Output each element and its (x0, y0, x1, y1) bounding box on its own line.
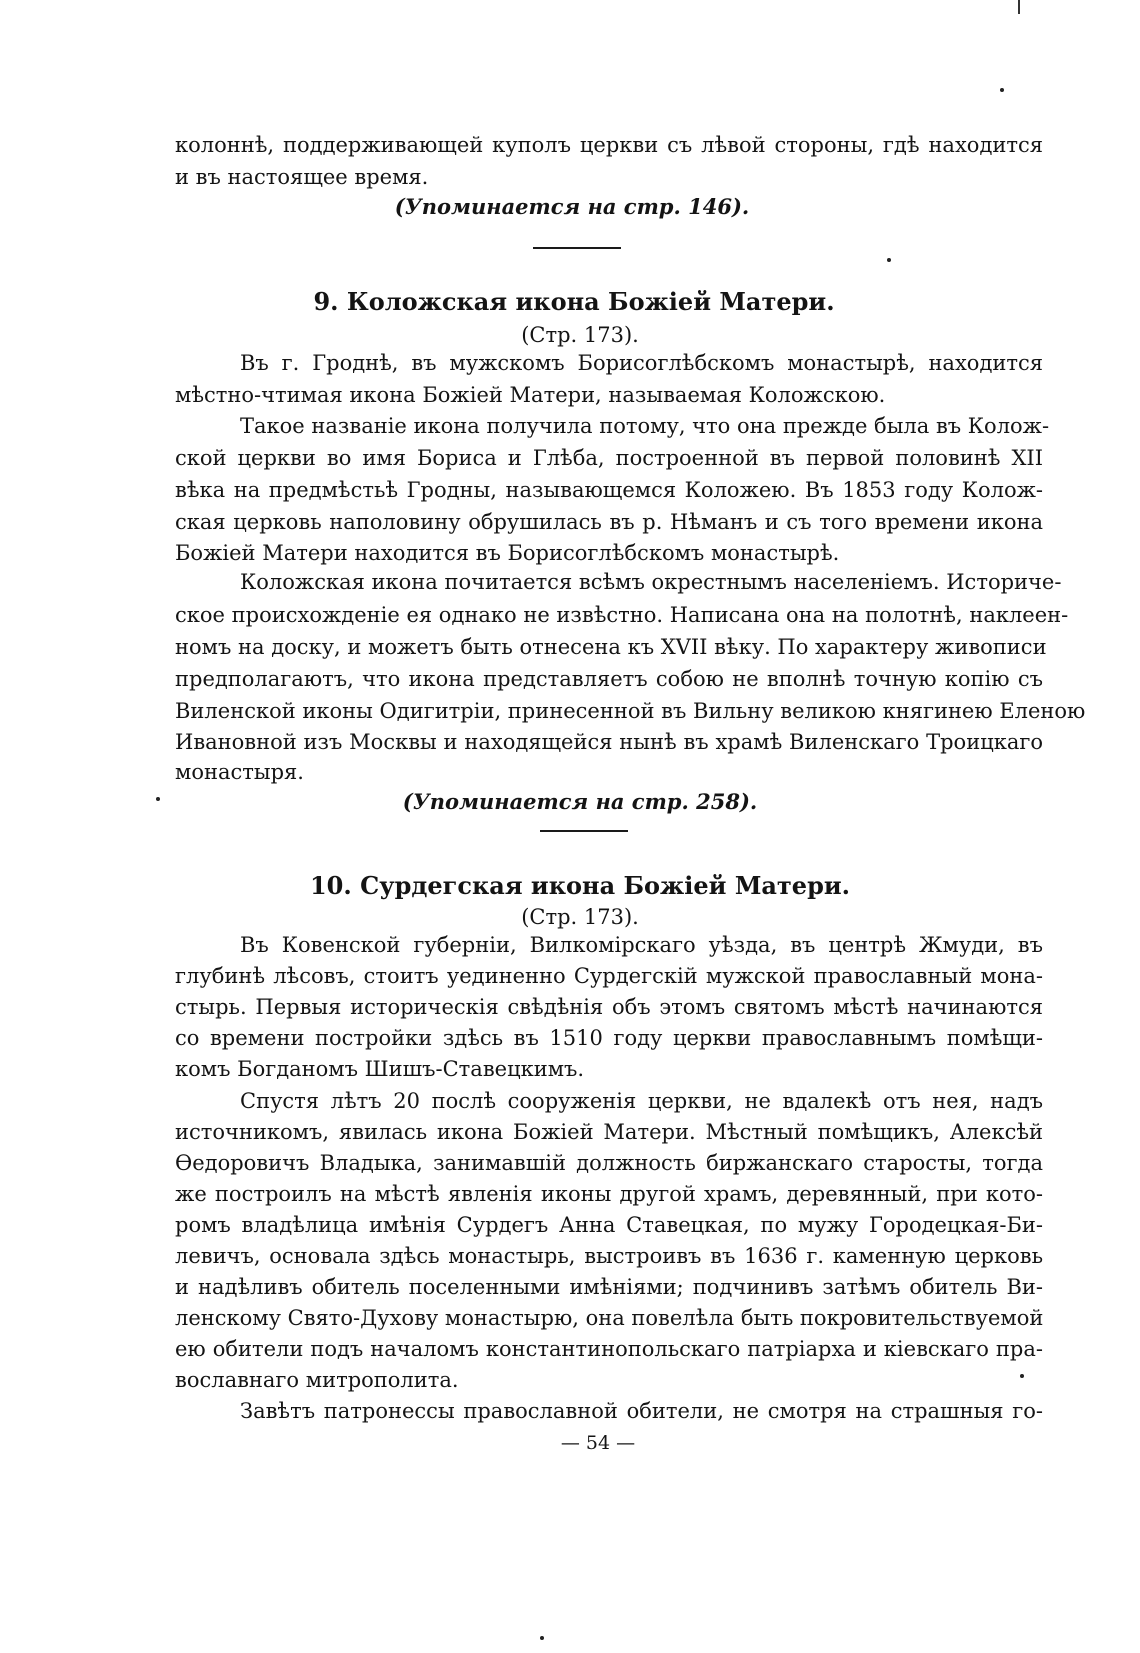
section-10-line: ленскому Свято-Духову монастырю, она повелѣла быть покровительствуемой (175, 1306, 1044, 1330)
section-9-page-ref: (Стр. 173). (521, 323, 639, 347)
section-9-line: Виленской иконы Одигитріи, принесенной въ Вильну великою княгинею Еленою (175, 699, 1086, 723)
section-9-line: вѣка на предмѣстьѣ Гродны, называющемся Коложею. Въ 1853 году Колож- (175, 478, 1043, 502)
mention-ref-1-text: (Упоминается на стр. 146). (394, 194, 750, 219)
top-line-1: колоннѣ, поддерживающей куполъ церкви съ лѣвой стороны, гдѣ находится (175, 133, 1043, 157)
section-divider-2 (540, 830, 628, 832)
section-10-line: Въ Ковенской губерніи, Вилкомірскаго уѣзда, въ центрѣ Жмуди, въ (240, 933, 1043, 957)
section-10-line: Спустя лѣтъ 20 послѣ сооруженія церкви, не вдалекѣ отъ нея, надъ (240, 1089, 1043, 1113)
mention-ref-1 (2, 192, 1140, 222)
section-10-title-text: Сурдегская икона Божіей Матери. (360, 871, 851, 900)
section-10-title (10, 869, 1140, 903)
section-9-line: ская церковь наполовину обрушилась въ р. Нѣманъ и съ того времени икона (175, 510, 1043, 534)
section-9-mention-text: (Упоминается на стр. 258). (402, 789, 758, 814)
section-9-line: Ивановной изъ Москвы и находящейся нынѣ въ храмѣ Виленскаго Троицкаго (175, 730, 1043, 754)
section-9-mention (10, 787, 1140, 817)
section-9-line: мѣстно-чтимая икона Божіей Матери, называемая Коложскою. (175, 383, 886, 407)
section-9-line: предполагаютъ, что икона представляетъ собою не вполнѣ точную копію съ (175, 667, 1043, 691)
section-10-page-ref: (Стр. 173). (521, 905, 639, 929)
section-9-number: 9. (313, 287, 339, 316)
section-10-number: 10. (309, 871, 352, 900)
section-9-title-text: Коложская икона Божіей Матери. (346, 287, 835, 316)
section-10-line: источникомъ, явилась икона Божіей Матери. Мѣстный помѣщикъ, Алексѣй (175, 1120, 1043, 1144)
section-10-line: глубинѣ лѣсовъ, стоитъ уединенно Сурдегскій мужской православный мона- (175, 964, 1043, 988)
scan-speck (887, 258, 891, 262)
section-9-line: Божіей Матери находится въ Борисоглѣбскомъ монастырѣ. (175, 541, 840, 565)
section-10-line: же построилъ на мѣстѣ явленія иконы другой храмъ, деревянный, при кото- (175, 1182, 1043, 1206)
section-10-line: стырь. Первыя историческія свѣдѣнія объ этомъ святомъ мѣстѣ начинаются (175, 995, 1043, 1019)
section-10-line: вославнаго митрополита. (175, 1368, 459, 1392)
section-10-line: и надѣливъ обитель поселенными имѣніями; подчинивъ затѣмъ обитель Ви- (175, 1275, 1043, 1299)
section-9-line: Въ г. Гроднѣ, въ мужскомъ Борисоглѣбскомъ монастырѣ, находится (240, 351, 1043, 375)
section-9-line: ское происхожденіе ея однако не извѣстно. Написана она на полотнѣ, наклеен- (175, 603, 1069, 627)
scan-speck (1000, 88, 1004, 92)
top-line-2: и въ настоящее время. (175, 165, 429, 189)
page-number: — 54 — (560, 1432, 636, 1454)
scan-tick (1018, 0, 1020, 14)
section-9-title (4, 285, 1140, 319)
section-10-line: левичъ, основала здѣсь монастырь, выстроивъ въ 1636 г. каменную церковь (175, 1244, 1043, 1268)
section-9-line: монастыря. (175, 760, 304, 784)
section-10-line: Завѣтъ патронессы православной обители, не смотря на страшныя го- (240, 1399, 1043, 1423)
section-9-line: Коложская икона почитается всѣмъ окрестнымъ населеніемъ. Историче- (240, 570, 1062, 594)
section-10-line: ромъ владѣлица имѣнія Сурдегъ Анна Ставецкая, по мужу Городецкая-Би- (175, 1213, 1043, 1237)
section-10-line: ею обители подъ началомъ константинопольскаго патріарха и кіевскаго пра- (175, 1337, 1043, 1361)
section-divider-1 (533, 247, 621, 249)
section-10-line: со времени постройки здѣсь въ 1510 году церкви православнымъ помѣщи- (175, 1026, 1043, 1050)
section-9-line: Такое названіе икона получила потому, что она прежде была въ Колож- (240, 414, 1050, 438)
section-9-line: ской церкви во имя Бориса и Глѣба, построенной въ первой половинѣ XII (175, 446, 1043, 470)
scan-speck (540, 1636, 544, 1640)
section-9-line: номъ на доску, и можетъ быть отнесена къ XVII вѣку. По характеру живописи (175, 635, 1047, 659)
section-10-line: Ѳедоровичъ Владыка, занимавшій должность биржанскаго старосты, тогда (175, 1151, 1043, 1175)
section-10-line: комъ Богданомъ Шишъ-Ставецкимъ. (175, 1057, 585, 1081)
